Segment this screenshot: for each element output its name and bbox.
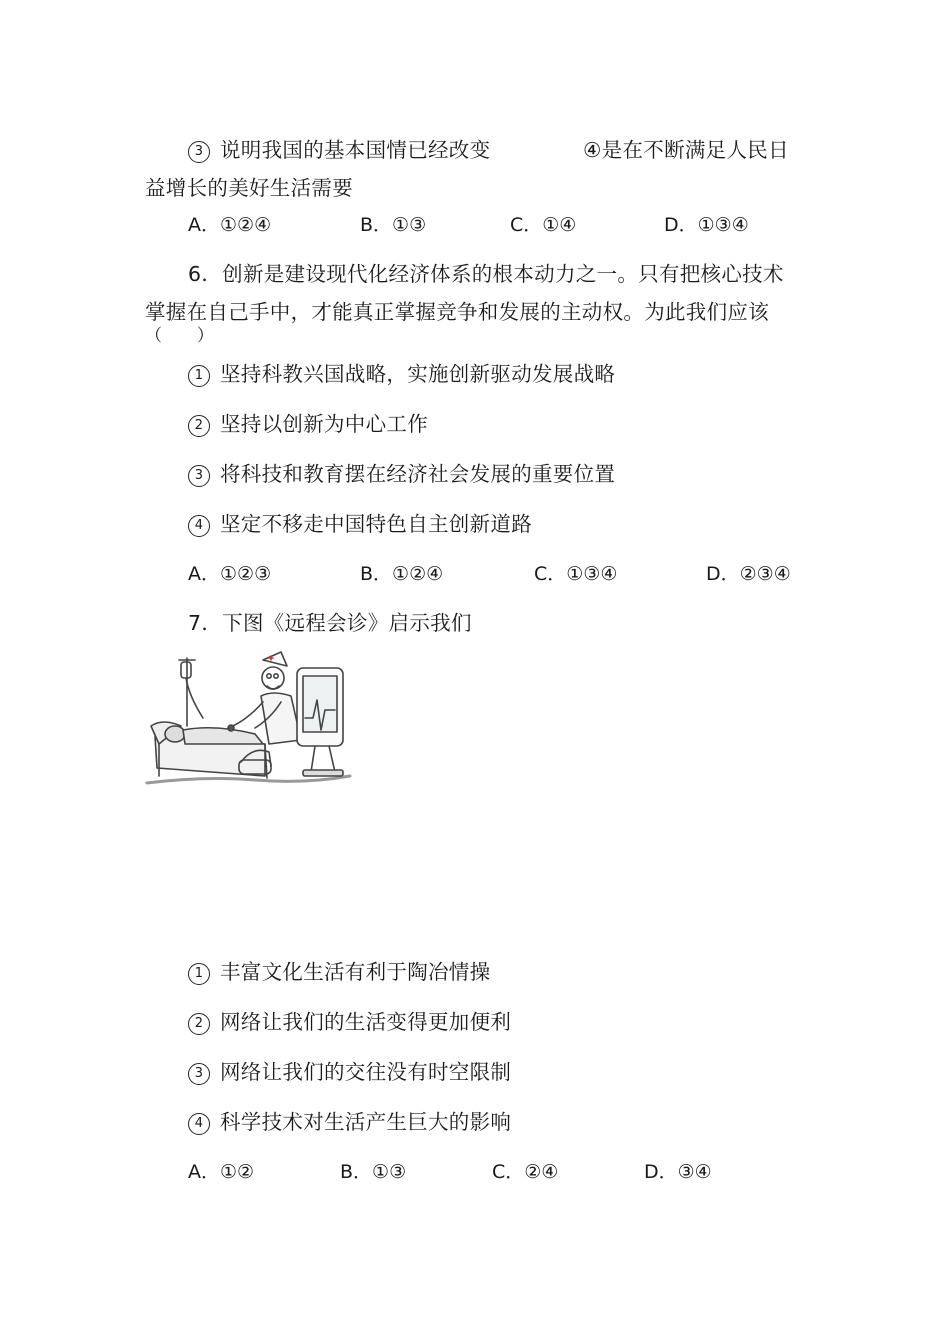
q7-item-2: 2 网络让我们的生活变得更加便利	[188, 1008, 511, 1036]
q6-answer-paren: （ ）	[145, 326, 215, 346]
q7-options	[188, 1158, 728, 1186]
q7-option-d[interactable]: D．③④	[644, 1161, 712, 1183]
q6-item-1: 1 坚持科教兴国战略，实施创新驱动发展战略	[188, 360, 615, 388]
q5-option-d[interactable]: D．①③④	[664, 214, 749, 236]
circled-number: 2	[188, 1013, 210, 1035]
q7-item-1: 1 丰富文化生活有利于陶冶情操	[188, 958, 490, 986]
remote-consultation-cartoon	[145, 648, 357, 796]
q5-item-3: 3 说明我国的基本国情已经改变	[188, 136, 490, 164]
circled-number: 4	[188, 1113, 210, 1135]
q7-item-4: 4 科学技术对生活产生巨大的影响	[188, 1108, 511, 1136]
circled-number: 1	[188, 963, 210, 985]
q7-option-b[interactable]: B．①③	[340, 1161, 407, 1183]
circled-number: 1	[188, 365, 210, 387]
q6-stem-line-2: 掌握在自己手中，才能真正掌握竞争和发展的主动权。为此我们应该	[145, 300, 769, 324]
q6-item-4: 4 坚定不移走中国特色自主创新道路	[188, 510, 532, 538]
q6-option-a[interactable]: A．①②③	[188, 563, 272, 585]
q5-option-c[interactable]: C．①④	[510, 214, 577, 236]
q6-option-c[interactable]: C．①③④	[534, 563, 618, 585]
q5-item-4-continuation: 益增长的美好生活需要	[145, 176, 353, 200]
q5-item-4: ④是在不断满足人民日	[583, 138, 789, 162]
circled-number: 3	[188, 465, 210, 487]
circled-number: 2	[188, 415, 210, 437]
q6-stem-line-1: 6．创新是建设现代化经济体系的根本动力之一。只有把核心技术	[188, 262, 784, 286]
q5-option-b[interactable]: B．①③	[360, 214, 427, 236]
q6-options	[188, 560, 818, 588]
q7-option-c[interactable]: C．②④	[492, 1161, 559, 1183]
q7-option-a[interactable]: A．①②	[188, 1161, 255, 1183]
circled-number: 3	[188, 141, 210, 163]
q6-option-b[interactable]: B．①②④	[360, 563, 444, 585]
circled-number: 3	[188, 1063, 210, 1085]
q7-item-3: 3 网络让我们的交往没有时空限制	[188, 1058, 511, 1086]
q7-stem: 7．下图《远程会诊》启示我们	[188, 611, 472, 635]
q6-item-3: 3 将科技和教育摆在经济社会发展的重要位置	[188, 460, 615, 488]
q5-option-a[interactable]: A．①②④	[188, 214, 272, 236]
q6-item-2: 2 坚持以创新为中心工作	[188, 410, 428, 438]
q6-option-d[interactable]: D．②③④	[706, 563, 791, 585]
q5-options	[188, 211, 808, 239]
circled-number: 4	[188, 515, 210, 537]
